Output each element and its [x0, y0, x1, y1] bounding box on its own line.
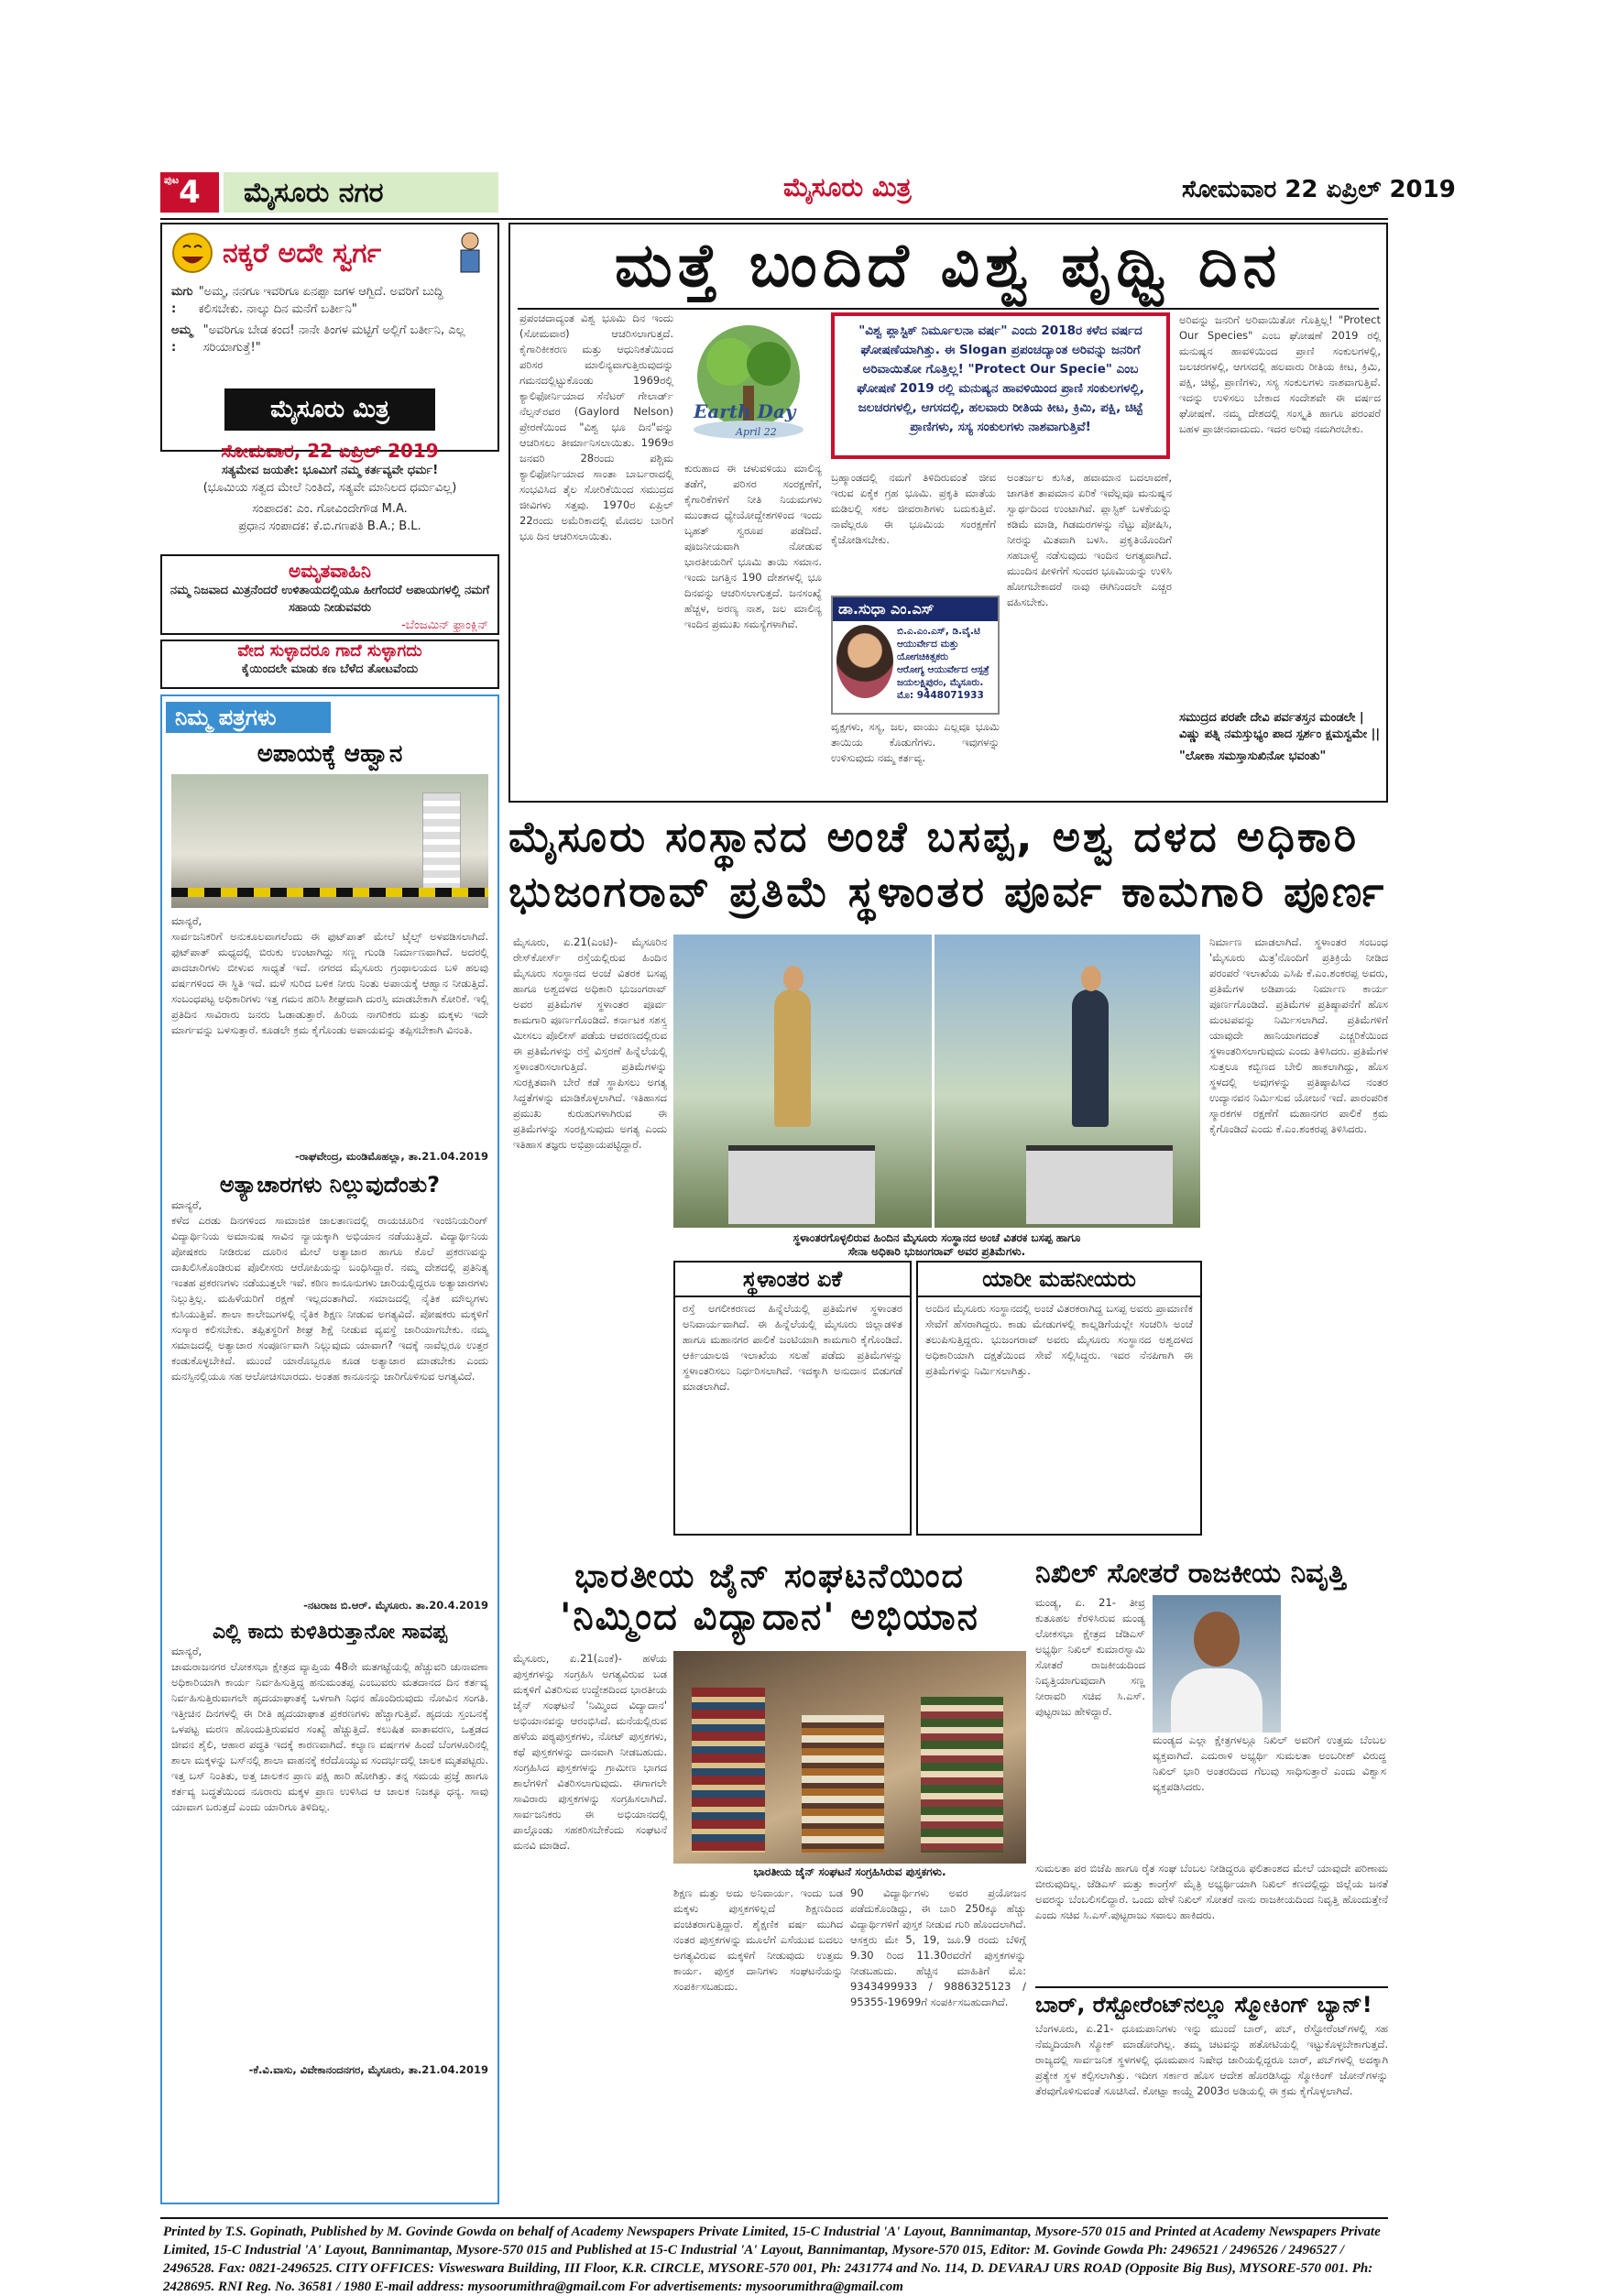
- veda-title: ವೇದ ಸುಳ್ಳಾದರೂ ಗಾದೆ ಸುಳ್ಳಾಗದು: [237, 641, 422, 661]
- statue-col1: ಮೈಸೂರು, ಏ.21(ಎಂಟಿ)- ಮೈಸೂರಿನ ರೇಸ್‌ಕೋರ್ಸ್ ರಸ್ತೆಯಲ್ಲಿರುವ ಹಿಂದಿನ ಮೈಸೂರು ಸಂಸ್ಥಾನದ ಅಂಚೆ ವಿತರಕ ಬಸಪ್ಪ ಹಾಗೂ ಅಶ್ವದಳದ ಅಧಿಕಾರಿ ಭುಜಂಗರಾವ್ ಅವರ ಪ್ರತಿಮೆಗಳ ಸ್ಥಳಾಂತರ ಪೂರ್ವ ಕಾಮಗಾರಿ ಪೂರ್ಣಗೊಂಡಿದೆ. ಕರ್ನಾಟಕ ಸಶಸ್ತ್ರ ಮೀಸಲು ಪೊಲೀಸ್ ಪಡೆಯ ಆವರಣದಲ್ಲಿರುವ ಈ ಪ್ರತಿಮೆಗಳನ್ನು ರಸ್ತೆ ವಿಸ್ತರಣೆ ಹಿನ್ನೆಲೆಯಲ್ಲಿ ಸ್ಥಳಾಂತರಿಸಲಾಗುತ್ತಿದೆ. ಪ್ರತಿಮೆಗಳನ್ನು ಸುರಕ್ಷಿತವಾಗಿ ಬೇರೆ ಕಡೆ ಸ್ಥಾಪಿಸಲು ಅಗತ್ಯ ಸಿದ್ಧತೆಗಳನ್ನು ಮಾಡಿಕೊಳ್ಳಲಾಗಿದೆ. ಇತಿಹಾಸದ ಪ್ರಮುಖ ಕುರುಹುಗಳಾಗಿರುವ ಈ ಪ್ರತಿಮೆಗಳನ್ನು ಸಂರಕ್ಷಿಸುವುದು ಅಗತ್ಯ ಎಂದು ಇತಿಹಾಸ ತಜ್ಞರು ಅಭಿಪ್ರಾಯಪಟ್ಟಿದ್ದಾರೆ.: [513, 935, 667, 1151]
- earth-day-col5: ಅರಿವನ್ನು ಜನರಿಗೆ ಅರಿವಾಯಿತೋ ಗೊತ್ತಿಲ್ಲ! "Protect Our Species" ಎಂಬ ಘೋಷಣೆ 2019 ರಲ್ಲಿ ಮನುಷ್ಯನ ಹಾವಳಿಯಿಂದ ಪ್ರಾಣಿ ಸಂಕುಲಗಳಲ್ಲಿ, ಜಲಚರಗಳಲ್ಲಿ, ಆಗಸದಲ್ಲಿ ಹಲವಾರು ರೀತಿಯ ಕೀಟ, ಕ್ರಿಮಿ, ಪಕ್ಷಿ, ಚಿಟ್ಟೆ, ಪ್ರಾಣಿಗಳು, ಸಸ್ಯ ಸಂಕುಲಗಳು ನಾಶವಾಗುತ್ತಿವೆ. ಇದನ್ನು ಉಳಿಸಲು ಬೇಕಾದ ಸಂದೇಶವೇ ಈ ವರ್ಷದ ಘೋಷಣೆ. ನಮ್ಮ ದೇಶದಲ್ಲಿ ಸಂಸ್ಕೃತಿ ಹಾಗೂ ಪರಂಪರೆ ಬಹಳ ಪ್ರಾಚೀನವಾದುದು. ಇದರ ಅರಿವು ನಮಗಿರಬೇಕು.: [1179, 313, 1381, 435]
- masthead: ಮೈಸೂರು ಮಿತ್ರ: [783, 172, 912, 202]
- why-relocate-body: ರಸ್ತೆ ಅಗಲೀಕರಣದ ಹಿನ್ನೆಲೆಯಲ್ಲಿ ಪ್ರತಿಮೆಗಳ ಸ್ಥಳಾಂತರ ಅನಿವಾರ್ಯವಾಗಿದೆ. ಈ ಹಿನ್ನೆಲೆಯಲ್ಲಿ ಮೈಸೂರು ಜಿಲ್ಲಾಡಳಿತ ಹಾಗೂ ಮಹಾನಗರ ಪಾಲಿಕೆ ಜಂಟಿಯಾಗಿ ಕಾಮಗಾರಿ ಕೈಗೊಂಡಿದೆ. ಆರ್ಕಿಯಾಲಜಿ ಇಲಾಖೆಯ ಸಲಹೆ ಪಡೆದು ಪ್ರತಿಮೆಗಳನ್ನು ಸ್ಥಳಾಂತರಿಸಲು ನಿರ್ಧರಿಸಲಾಗಿದೆ. ಇದಕ್ಕಾಗಿ ಅನುದಾನ ಬಿಡುಗಡೆ ಮಾಡಲಾಗಿದೆ.: [683, 1302, 902, 1393]
- footer-rule: [160, 2217, 1388, 2219]
- author-name: ಡಾ.ಸುಧಾ ಎಂ.ಎಸ್: [833, 597, 998, 621]
- amruta-text: ನಮ್ಮ ನಿಜವಾದ ಮಿತ್ರನೆಂದರೆ ಉಳಿತಾಯದಲ್ಲಿಯೂ ಹೀಗೆಂದರೆ ಅಪಾಯಗಳಲ್ಲಿ ನಮಗೆ ಸಹಾಯ ನೀಡುವವರು: [169, 584, 490, 615]
- nikhil-col3: ಸುಮಲತಾ ಪರ ಬಿಜೆಪಿ ಹಾಗೂ ರೈತ ಸಂಘ ಬೆಂಬಲ ನೀಡಿದ್ದರೂ ಫಲಿತಾಂಶದ ಮೇಲೆ ಯಾವುದೇ ಪರಿಣಾಮ ಬೀರುವುದಿಲ್ಲ. ಜೆಡಿಎಸ್ ಮತ್ತು ಕಾಂಗ್ರೆಸ್ ಮೈತ್ರಿ ಅಭ್ಯರ್ಥಿಯಾಗಿ ನಿಖಿಲ್ ಕಣದಲ್ಲಿದ್ದು ಜಿಲ್ಲೆಯ ಜನತೆ ಅವರನ್ನು ಬೆಂಬಲಿಸಲಿದ್ದಾರೆ. ಒಂದು ವೇಳೆ ನಿಖಿಲ್ ಸೋತರೆ ನಾನು ರಾಜಕೀಯದಿಂದ ನಿವೃತ್ತಿ ಹೊಂದುತ್ತೇನೆ ಎಂದು ಸಚಿವ ಸಿ.ಎಸ್.ಪುಟ್ಟರಾಜು ಸವಾಲು ಹಾಕಿದರು.: [1035, 1862, 1388, 1921]
- books-caption: ಭಾರತೀಯ ಜೈನ್ ಸಂಘಟನೆ ಸಂಗ್ರಹಿಸಿರುವ ಪುಸ್ತಕಗಳು.: [753, 1865, 946, 1878]
- letters-column: [160, 694, 499, 2204]
- nikhil-headline: ನಿಖಿಲ್ ಸೋತರೆ ರಾಜಕೀಯ ನಿವೃತ್ತಿ: [1035, 1558, 1346, 1590]
- header-rule: [160, 218, 1388, 220]
- letter3-title: ಎಲ್ಲಿ ಕಾದು ಕುಳಿತಿರುತ್ತಾನೋ ಸಾವಪ್ಪ: [213, 1621, 447, 1644]
- editor-line: ಸಂಪಾದಕ: ಎಂ. ಗೋವಿಂದೇಗೌಡ M.A.: [252, 502, 408, 516]
- who-are-they-title: ಯಾರೀ ಮಹನೀಯರು: [918, 1263, 1200, 1297]
- issue-date: ಸೋಮವಾರ 22 ಏಪ್ರಿಲ್ 2019: [1182, 176, 1456, 203]
- letter3-body: ಚಾಮರಾಜನಗರ ಲೋಕಸಭಾ ಕ್ಷೇತ್ರದ ವ್ಯಾಪ್ತಿಯ 48ನೇ ಮತಗಟ್ಟೆಯಲ್ಲಿ ಹೆಚ್ಚುವರಿ ಚುನಾವಣಾ ಅಧಿಕಾರಿಯಾಗಿ ಕಾರ್ಯ ನಿರ್ವಹಿಸುತ್ತಿದ್ದ ಹನುಮಂತಪ್ಪ ಎಂಬುವರು ಮತದಾನದ ದಿನ ಕರ್ತವ್ಯ ನಿರ್ವಹಿಸುತ್ತಿರುವಾಗಲೇ ಹೃದಯಾಘಾತಕ್ಕೆ ಒಳಗಾಗಿ ನಿಧನ ಹೊಂದಿರುವುದು ನೋವಿನ ಸಂಗತಿ. ಇತ್ತೀಚಿನ ದಿನಗಳಲ್ಲಿ ಈ ರೀತಿ ಹೃದಯಾಘಾತ ಪ್ರಕರಣಗಳು ಹೆಚ್ಚಾಗುತ್ತಿವೆ. ಹೃದಯ ಸ್ತಂಬನಕ್ಕೆ ಒಳಪಟ್ಟ ಮರಣ ಹೊಂದುತ್ತಿರುವವರ ಸಂಖ್ಯೆ ಹೆಚ್ಚುತ್ತಿದೆ. ಕಲುಷಿತ ವಾತಾವರಣ, ಒತ್ತಡದ ಜೀವನ ಶೈಲಿ, ಆಹಾರ ಪದ್ಧತಿ ಇದಕ್ಕೆ ಕಾರಣವಾಗಿದೆ. ಕಲ್ಯಾಣ ವರ್ಷಗಳ ಹಿಂದೆ ಬೆಂಗಳೂರಿನಲ್ಲಿ ಶಾಲಾ ಮಕ್ಕಳನ್ನು ಬಸ್‌ನಲ್ಲಿ ಶಾಲಾ ವಾಹನಕ್ಕೆ ಕರೆದೊಯ್ಯುವ ಸಂದರ್ಭದಲ್ಲಿ ಚಾಲಕ ಮೃತಪಟ್ಟರು. ಇತ್ತ ಬಸ್ ನಿಂತಿತು, ಅತ್ತ ಚಾಲಕನ ಪ್ರಾಣ ಪಕ್ಷಿ ಹಾರಿ ಹೋಗಿತ್ತು. ತನ್ನ ಸಮಯ ಪ್ರಜ್ಞೆ ಹಾಗೂ ಕರ್ತವ್ಯ ಬದ್ಧತೆಯಿಂದ ನೂರಾರು ಮಕ್ಕಳ ಪ್ರಾಣ ಉಳಿಸಿದ ಆ ಚಾಲಕ ನಿಜಕ್ಕೂ ಧನ್ಯ. ಸಾವು ಯಾವಾಗ ಬರುತ್ತದೆ ಎಂದು ಯಾರಿಗೂ ತಿಳಿದಿಲ್ಲ.: [171, 1660, 488, 1813]
- statue-caption-1: ಸ್ಥಳಾಂತರಗೊಳ್ಳಲಿರುವ ಹಿಂದಿನ ಮೈಸೂರು ಸಂಸ್ಥಾನದ ಅಂಚೆ ವಿತರಕ ಬಸಪ್ಪ ಹಾಗೂ: [793, 1231, 1081, 1244]
- statue-headline-2: ಭುಜಂಗರಾವ್ ಪ್ರತಿಮೆ ಸ್ಥಳಾಂತರ ಪೂರ್ವ ಕಾಮಗಾರಿ ಪೂರ್ಣ: [508, 867, 1387, 916]
- jain-headline: [508, 1558, 1031, 1638]
- logo-sub: April 22: [736, 426, 777, 438]
- letter1-sign: -ರಾಘವೇಂದ್ರ, ಮಂಡಿಮೊಹಲ್ಲಾ, ತಾ.21.04.2019: [294, 1150, 488, 1163]
- logo-text: Earth Day: [694, 400, 796, 422]
- statue-photo-2: [935, 935, 1200, 1228]
- page-label: ಪುಟ: [164, 174, 180, 186]
- sloka-block: [1179, 710, 1381, 765]
- footer-imprint: Printed by T.S. Gopinath, Published by M. Govinde Gowda on behalf of Academy Newspapers Private Limited, 15-C Industrial 'A' Layout, Bannimantap, Mysore-570 015 and Printed at Academy Newspapers Private Limited, 15-C Industrial 'A' Layout, Bannimantap, Mysore-570 015 and Published at 15-C Industrial 'A' Layout, Bannimantap, Mysore-570 015, Editor: M. Govinde Gowda Ph: 2496521 / 2496526 / 2496527 / 2496528. Fax: 0821-2496525. CITY OFFICES: Visweswara Building, III Floor, K.R. CIRCLE, MYSORE-570 001, Ph: 2431774 and No. 114, D. DEVARAJ URS ROAD (Opposite Big Bus), MYSORE-570 001. Ph: 2428695. RNI Reg. No. 36581 / 1980 E-mail address: mysoorumithra@gmail.com For advertisements: mysoorumithra@gmail.com: [163, 2225, 1381, 2294]
- answer-text: "ಅವರಿಗೂ ಬೇಡ ಕಂದ! ನಾನೇ ತಿಂಗಳ ಮಟ್ಟಿಗೆ ಅಲ್ಲಿಗೆ ಬರ್ತೀನಿ, ಎಲ್ಲ ಸರಿಯಾಗುತ್ತೆ!": [202, 323, 465, 355]
- letter1-title: ಅಪಾಯಕ್ಕೆ ಆಹ್ವಾನ: [257, 740, 403, 768]
- amrutavahini-box: [160, 554, 499, 635]
- author-phone: ಮೊ: 9448071933: [897, 690, 984, 701]
- bar-body: ಬೆಂಗಳೂರು, ಏ.21- ಧೂಮಪಾನಿಗಳು ಇನ್ನು ಮುಂದೆ ಬಾರ್, ಪಬ್, ರೆಸ್ಟೋರೆಂಟ್‌ಗಳಲ್ಲಿ ಸಹ ನೆಮ್ಮದಿಯಾಗಿ ಸ್ಮೋಕ್ ಮಾಡೋಂಗಿಲ್ಲ. ತಮ್ಮ ಚಟವನ್ನು ಹತೋಟಿಯಲ್ಲಿ ಇಟ್ಟುಕೊಳ್ಳಬೇಕಾಗುತ್ತದೆ. ರಾಜ್ಯದಲ್ಲಿ ಸಾರ್ವಜನಿಕ ಸ್ಥಳಗಳಲ್ಲಿ ಧೂಮಪಾನ ನಿಷೇಧ ಜಾರಿಯಲ್ಲಿದ್ದರೂ ಬಾರ್, ಪಬ್‌ಗಳಲ್ಲಿ ಅದಕ್ಕಾಗಿ ಪ್ರತ್ಯೇಕ ಸ್ಥಳ ಕಲ್ಪಿಸಲಾಗಿತ್ತು. ಇದೀಗ ಸರ್ಕಾರ ಹೊಸ ಆದೇಶ ಹೊರಡಿಸಿದ್ದು ಸ್ಮೋಕಿಂಗ್ ಜೋನ್‌ಗಳನ್ನು ತೆರವುಗೊಳಿಸುವಂತೆ ಸೂಚಿಸಿದೆ. ಕೋಟ್ಪಾ ಕಾಯ್ದೆ 2003ರ ಅಡಿಯಲ್ಲಿ ಈ ಕ್ರಮ ಕೈಗೊಳ್ಳಲಾಗಿದೆ.: [1035, 2022, 1388, 2097]
- bar-article: [1035, 1986, 1388, 2195]
- section-title: ಮೈಸೂರು ನಗರ: [224, 172, 498, 213]
- letter3-sign: -ಕೆ.ವಿ.ವಾಸು, ವಿವೇಕಾನಂದನಗರ, ಮೈಸೂರು, ತಾ.21.04.2019: [248, 2063, 488, 2076]
- jain-headline-1: ಭಾರತೀಯ ಜೈನ್ ಸಂಘಟನೆಯಿಂದ: [574, 1558, 965, 1595]
- laughing-face-icon: [171, 232, 213, 274]
- nakkare-answer: [162, 320, 497, 358]
- sloka-line-1: ಸಮುದ್ರದ ಪರಪೇ ದೇವಿ ಪರ್ವತಸ್ತನ ಮಂಡಲೇ |: [1179, 711, 1364, 725]
- jain-col3: 90 ವಿದ್ಯಾರ್ಥಿಗಳು ಅವರ ಪ್ರಯೋಜನ ಪಡೆದುಕೊಂಡಿದ್ದು, ಈ ಬಾರಿ 250ಕ್ಕೂ ಹೆಚ್ಚು ವಿದ್ಯಾರ್ಥಿಗಳಿಗೆ ಪುಸ್ತಕ ನೀಡುವ ಗುರಿ ಹೊಂದಲಾಗಿದೆ. ಆಸಕ್ತರು ಮೇ 5, 19, ಜೂ.9 ರಂದು ಬೆಳಿಗ್ಗೆ 9.30 ರಿಂದ 11.30ರವರೆಗೆ ಪುಸ್ತಕಗಳನ್ನು ನೀಡಬಹುದು. ಹೆಚ್ಚಿನ ಮಾಹಿತಿಗೆ ಮೊ: 9343499933 / 9886325123 / 95355-19699ಗೆ ಸಂಪರ್ಕಿಸಬಹುದಾಗಿದೆ.: [850, 1886, 1026, 2008]
- earth-day-article: [508, 223, 1388, 803]
- statue-photo-1: [673, 935, 932, 1228]
- masthead-info: [160, 440, 499, 535]
- earth-day-logo: [684, 316, 813, 454]
- nikhil-col1: ಮಂಡ್ಯ, ಏ. 21- ತೀವ್ರ ಕುತೂಹಲ ಕೆರಳಿಸಿರುವ ಮಂಡ್ಯ ಲೋಕಸಭಾ ಕ್ಷೇತ್ರದ ಜೆಡಿಎಸ್ ಅಭ್ಯರ್ಥಿ ನಿಖಿಲ್ ಕುಮಾರಸ್ವಾಮಿ ಸೋತರೆ ರಾಜಕೀಯದಿಂದ ನಿವೃತ್ತಿಯಾಗುವುದಾಗಿ ಸಣ್ಣ ನೀರಾವರಿ ಸಚಿವ ಸಿ.ಎಸ್. ಪುಟ್ಟರಾಜು ಹೇಳಿದ್ದಾರೆ.: [1035, 1596, 1145, 1718]
- statue-caption: [673, 1231, 1200, 1259]
- author-place: ಆರೋಗ್ಯ ಆಯುರ್ವೇದ ಆಸ್ಪತ್ರೆ ಜಯಲಕ್ಷ್ಮಿಪುರಂ, ಮೈಸೂರು.: [897, 664, 989, 688]
- letter1-salute: ಮಾನ್ಯರೆ,: [171, 914, 202, 927]
- author-photo: [836, 625, 893, 698]
- jain-headline-2: 'ನಿಮ್ಮಿಂದ ವಿದ್ಯಾದಾನ' ಅಭಿಯಾನ: [560, 1596, 979, 1638]
- books-photo: [673, 1651, 1026, 1864]
- earth-day-headline: ಮತ್ತೆ ಬಂದಿದೆ ವಿಶ್ವ ಪೃಥ್ವಿ ದಿನ: [614, 230, 1283, 301]
- letter1-body: ಸಾರ್ವಜನಿಕರಿಗೆ ಅನುಕೂಲವಾಗಲೆಂದು ಈ ಫುಟ್‌ಪಾತ್ ಮೇಲೆ ಟೈಲ್ಸ್ ಅಳವಡಿಸಲಾಗಿದೆ. ಫುಟ್‌ಪಾತ್ ಮಧ್ಯದಲ್ಲಿ ಬಿರುಕು ಉಂಟಾಗಿದ್ದು ಸಣ್ಣ ಗುಂಡಿ ನಿರ್ಮಾಣವಾಗಿದೆ. ಅದರಲ್ಲಿ ಪಾದಚಾರಿಗಳು ಬೀಳುವ ಸಾಧ್ಯತೆ ಇದೆ. ನಗರದ ಮೈಸೂರು ಗ್ರಂಥಾಲಯದ ಬಳಿ ಹಲವು ವರ್ಷಗಳಿಂದ ಈ ಸ್ಥಿತಿ ಇದೆ. ಮಳೆ ಸುರಿದ ಬಳಿಕ ನೀರು ನಿಂತು ಅಪಾಯಕ್ಕೆ ಆಹ್ವಾನ ನೀಡುತ್ತಿದೆ. ಸಂಬಂಧಪಟ್ಟ ಅಧಿಕಾರಿಗಳು ಇತ್ತ ಗಮನ ಹರಿಸಿ ಶೀಘ್ರವಾಗಿ ದುರಸ್ತಿ ಮಾಡಬೇಕಾಗಿ ಕೋರಿಕೆ. ಇಲ್ಲಿ ಪ್ರತಿದಿನ ಸಾವಿರಾರು ಜನರು ಓಡಾಡುತ್ತಾರೆ. ಹಿರಿಯ ನಾಗರಿಕರು ಮತ್ತು ಮಕ್ಕಳು ಇದೇ ಮಾರ್ಗವನ್ನು ಬಳಸುತ್ತಾರೆ. ಕೂಡಲೇ ಕ್ರಮ ಕೈಗೊಂಡು ಅಪಾಯವನ್ನು ತಪ್ಪಿಸಬೇಕಾಗಿ ವಿನಂತಿ.: [171, 930, 488, 1036]
- jain-col1: ಮೈಸೂರು, ಏ.21(ಎಂಕೆ)- ಹಳೆಯ ಪುಸ್ತಕಗಳನ್ನು ಸಂಗ್ರಹಿಸಿ ಅಗತ್ಯವಿರುವ ಬಡ ಮಕ್ಕಳಿಗೆ ವಿತರಿಸುವ ಉದ್ದೇಶದಿಂದ ಭಾರತೀಯ ಜೈನ್ ಸಂಘಟನೆ 'ನಿಮ್ಮಿಂದ ವಿದ್ಯಾದಾನ' ಅಭಿಯಾನವನ್ನು ಆರಂಭಿಸಿದೆ. ಮನೆಯಲ್ಲಿರುವ ಹಳೆಯ ಪಠ್ಯಪುಸ್ತಕಗಳು, ನೋಟ್ ಪುಸ್ತಕಗಳು, ಕಥೆ ಪುಸ್ತಕಗಳನ್ನು ದಾನವಾಗಿ ನೀಡಬಹುದು. ಸಂಗ್ರಹಿಸಿದ ಪುಸ್ತಕಗಳನ್ನು ಗ್ರಾಮೀಣ ಭಾಗದ ಶಾಲೆಗಳಿಗೆ ವಿತರಿಸಲಾಗುವುದು. ಈಗಾಗಲೇ ಸಾವಿರಾರು ಪುಸ್ತಕಗಳನ್ನು ಸಂಗ್ರಹಿಸಲಾಗಿದೆ. ಸಾರ್ವಜನಿಕರು ಈ ಅಭಿಯಾನದಲ್ಲಿ ಪಾಲ್ಗೊಂಡು ಸಹಕರಿಸಬೇಕೆಂದು ಸಂಘಟನೆ ಮನವಿ ಮಾಡಿದೆ.: [513, 1652, 667, 1852]
- question-text: "ಅಮ್ಮ, ನನಗೂ ಇವರಿಗೂ ಏನಪ್ಪಾ ಜಗಳ ಆಗ್ಬಿದೆ. ಅವರಿಗೆ ಬುದ್ಧಿ ಕಲಿಸಬೇಕು. ನಾಲ್ಕು ದಿನ ಮನೆಗೆ ಬರ್ತೀನಿ": [198, 285, 443, 316]
- letter2-title: ಅತ್ಯಾಚಾರಗಳು ನಿಲ್ಲುವುದೆಂತು?: [219, 1172, 441, 1197]
- statue-headline: [508, 812, 1388, 918]
- page-number-badge: [160, 172, 219, 213]
- earth-day-col3b: ವೃಕ್ಷಗಳು, ಸಸ್ಯ, ಜಲ, ವಾಯು ಎಲ್ಲವೂ ಭೂಮಿ ತಾಯಿಯ ಕೊಡುಗೆಗಳು. ಇವುಗಳನ್ನು ಉಳಿಸುವುದು ನಮ್ಮ ಕರ್ತವ್ಯ.: [831, 720, 1000, 764]
- statue-headline-1: ಮೈಸೂರು ಸಂಸ್ಥಾನದ ಅಂಚೆ ಬಸಪ್ಪ, ಅಶ್ವ ದಳದ ಅಧಿಕಾರಿ: [508, 812, 1360, 861]
- author-degree: ಬಿ.ಎ.ಎಂ.ಎಸ್, ಡಿ.ವೈ.ಟಿ: [897, 626, 980, 637]
- author-role: ಆಯುರ್ವೇದ ಮತ್ತು ಯೋಗಚಿಕಿತ್ಸಕರು: [897, 639, 959, 662]
- veda-text: ಕೈಯಿಂದಲೇ ಮಾಡು ಕಣ ಬೆಳೆದ ತೋಟವೆಂದು: [241, 662, 419, 676]
- amruta-author: -ಬೆಂಜಮಿನ್ ಫ್ರಾಂಕ್ಲಿನ್: [401, 618, 488, 632]
- letter2-body: ಕಳೆದ ಎರಡು ದಿನಗಳಿಂದ ಸಾಮಾಜಿಕ ಜಾಲತಾಣದಲ್ಲಿ ರಾಯಚೂರಿನ ಇಂಜಿನಿಯರಿಂಗ್ ವಿದ್ಯಾರ್ಥಿನಿಯ ಅಮಾನುಷ ಸಾವಿನ ನ್ಯಾಯಕ್ಕಾಗಿ ಅಭಿಯಾನ ನಡೆಯುತ್ತಿದೆ. ವಿದ್ಯಾರ್ಥಿನಿಯ ಪೋಷಕರು ನೀಡಿರುವ ದೂರಿನ ಮೇಲೆ ಅತ್ಯಾಚಾರ ಹಾಗೂ ಕೊಲೆ ಪ್ರಕರಣವನ್ನು ದಾಖಲಿಸಿಕೊಂಡಿರುವ ಪೊಲೀಸರು ಆರೋಪಿಯನ್ನು ಬಂಧಿಸಿದ್ದಾರೆ. ನಮ್ಮ ದೇಶದಲ್ಲಿ ಪ್ರತಿನಿತ್ಯ ಇಂತಹ ಪ್ರಕರಣಗಳು ನಡೆಯುತ್ತಲೇ ಇವೆ. ಕಠಿಣ ಕಾನೂನುಗಳು ಜಾರಿಯಲ್ಲಿದ್ದರೂ ಅತ್ಯಾಚಾರಗಳು ನಿಲ್ಲುತ್ತಿಲ್ಲ. ಮಹಿಳೆಯರಿಗೆ ರಕ್ಷಣೆ ಇಲ್ಲದಂತಾಗಿದೆ. ಸಮಾಜದಲ್ಲಿ ನೈತಿಕ ಮೌಲ್ಯಗಳು ಕುಸಿಯುತ್ತಿವೆ. ಶಾಲಾ ಕಾಲೇಜುಗಳಲ್ಲಿ ನೈತಿಕ ಶಿಕ್ಷಣ ನೀಡುವ ಅಗತ್ಯವಿದೆ. ಪೋಷಕರು ಮಕ್ಕಳಿಗೆ ಸಂಸ್ಕಾರ ಕಲಿಸಬೇಕು. ತಪ್ಪಿತಸ್ಥರಿಗೆ ಶೀಘ್ರ ಶಿಕ್ಷೆ ನೀಡುವ ವ್ಯವಸ್ಥೆ ಜಾರಿಯಾಗಬೇಕು. ನಮ್ಮ ಸಮಾಜದಲ್ಲಿ ಅತ್ಯಾಚಾರ ಸಂಪೂರ್ಣವಾಗಿ ನಿಲ್ಲುವುದು ಯಾವಾಗ? ಇದಕ್ಕೆ ನಾವೆಲ್ಲರೂ ಉತ್ತರ ಕಂಡುಕೊಳ್ಳಬೇಕಿದೆ. ಮುಂದೆ ಯಾರೊಬ್ಬರೂ ಕೂಡ ಅತ್ಯಾಚಾರ ಮಾಡಬೇಕು ಎಂದು ಮನಸ್ಸಿನಲ್ಲಿಯೂ ಸಹ ಆಲೋಚಿಸಬಾರದು. ಅಂತಹ ಕಾನೂನನ್ನು ಜಾರಿಗೊಳಿಸುವ ಅಗತ್ಯವಿದೆ.: [171, 1214, 488, 1383]
- nakkare-title: ನಕ್ಕರೆ ಅದೇ ಸ್ವರ್ಗ: [223, 236, 382, 269]
- statue-caption-2: ಸೇನಾ ಅಧಿಕಾರಿ ಭುಜಂಗರಾವ್ ಅವರ ಪ್ರತಿಮೆಗಳು.: [847, 1245, 1026, 1258]
- chief-editor-line: ಪ್ರಧಾನ ಸಂಪಾದಕ: ಕೆ.ಬಿ.ಗಣಪತಿ B.A.; B.L.: [238, 519, 421, 533]
- why-relocate-title: ಸ್ಥಳಾಂತರ ಏಕೆ: [675, 1263, 910, 1297]
- motto-1: ಸತ್ಯಮೇವ ಜಯತೇ: ಭೂಮಿಗೆ ನಮ್ಮ ಕರ್ತವ್ಯವೇ ಧರ್ಮ!: [221, 464, 439, 477]
- page-number: 4: [179, 174, 201, 211]
- question-label: ಮಗು :: [171, 285, 193, 316]
- bar-headline: ಬಾರ್, ರೆಸ್ಟೋರೆಂಟ್‌ನಲ್ಲೂ ಸ್ಮೋಕಿಂಗ್ ಬ್ಯಾನ್!: [1035, 1992, 1372, 2017]
- letter3-salute: ಮಾನ್ಯರೆ,: [171, 1645, 202, 1657]
- letters-title: ನಿಮ್ಮ ಪತ್ರಗಳು: [166, 702, 331, 733]
- nikhil-article: [1035, 1558, 1388, 2017]
- veda-box: [160, 640, 499, 689]
- letter2-sign: -ನಟರಾಜ ಬಿ.ಆರ್. ಮೈಸೂರು. ತಾ.20.4.2019: [303, 1599, 488, 1612]
- earth-day-col1: ಪ್ರಪಂಚದಾದ್ಯಂತ ವಿಶ್ವ ಭೂಮಿ ದಿನ ಇಂದು (ಸೋಮವಾರ) ಆಚರಿಸಲಾಗುತ್ತದೆ. ಕೈಗಾರಿಕೀಕರಣ ಮತ್ತು ಆಧುನಿಕತೆಯಿಂದ ಪರಿಸರ ಮಾಲಿನ್ಯವಾಗುತ್ತಿರುವುದನ್ನು ಗಮನದಲ್ಲಿಟ್ಟುಕೊಂಡು 1969ರಲ್ಲಿ ಕ್ಯಾಲಿಫೋರ್ನಿಯಾದ ಸೆನೆಟರ್ ಗೇಲಾರ್ಡ್ ನೆಲ್ಸನ್‌ರವರ (Gaylord Nelson) ಪ್ರೇರಣೆಯಿಂದ "ವಿಶ್ವ ಭೂ ದಿನ"ವನ್ನು ಆಚರಿಸಲು ತೀರ್ಮಾನಿಸಲಾಯಿತು. 1969ರ ಜನವರಿ 28ರಂದು ಪಶ್ಚಿಮ ಕ್ಯಾಲಿಫೋರ್ನಿಯಾದ ಸಾಂತಾ ಬಾರ್ಬರಾದಲ್ಲಿ ಸಂಭವಿಸಿದ ತೈಲ ಸೋರಿಕೆಯಿಂದ ಸಮುದ್ರದ ಜೀವಿಗಳು ಸತ್ತವು. 1970ರ ಏಪ್ರಿಲ್ 22ರಂದು ಅಮೆರಿಕಾದಲ್ಲಿ ಮೊದಲ ಬಾರಿಗೆ ಭೂ ದಿನ ಆಚರಿಸಲಾಯಿತು.: [519, 312, 673, 542]
- statue-col4: ನಿರ್ಮಾಣ ಮಾಡಲಾಗಿದೆ. ಸ್ಥಳಾಂತರ ಸಂಬಂಧ 'ಮೈಸೂರು ಮಿತ್ರ'ನೊಂದಿಗೆ ಪ್ರತಿಕ್ರಿಯೆ ನೀಡಿದ ಪರಂಪರೆ ಇಲಾಖೆಯ ಎಸಿಪಿ ಕೆ.ಎಂ.ಶಂಕರಪ್ಪ ಅವರು, ಪ್ರತಿಮೆಗಳ ಅಡಿಪಾಯ ನಿರ್ಮಾಣ ಕಾರ್ಯ ಪೂರ್ಣಗೊಂಡಿದೆ. ಪ್ರತಿಮೆಗಳ ಪ್ರತಿಷ್ಠಾಪನೆಗೆ ಹೊಸ ಮಂಟಪವನ್ನು ನಿರ್ಮಿಸಲಾಗಿದೆ. ಪ್ರತಿಮೆಗಳಿಗೆ ಯಾವುದೇ ಹಾನಿಯಾಗದಂತೆ ಎಚ್ಚರಿಕೆಯಿಂದ ಸ್ಥಳಾಂತರಿಸಲಾಗುವುದು ಎಂದು ತಿಳಿಸಿದರು. ಪ್ರತಿಮೆಗಳ ಸುತ್ತಲೂ ಕಬ್ಬಿಣದ ಬೇಲಿ ಹಾಕಲಾಗಿದ್ದು, ಹೊಸ ಸ್ಥಳದಲ್ಲಿ ಅವುಗಳನ್ನು ಪ್ರತಿಷ್ಠಾಪಿಸಿದ ನಂತರ ಉದ್ಯಾನವನ ನಿರ್ಮಿಸುವ ಯೋಜನೆ ಇದೆ. ಪಾರಂಪರಿಕ ಸ್ಮಾರಕಗಳ ರಕ್ಷಣೆಗೆ ಮಹಾನಗರ ಪಾಲಿಕೆ ಕ್ರಮ ಕೈಗೊಂಡಿದೆ ಎಂದು ಕೆ.ಎಂ.ಶಂಕರಪ್ಪ ತಿಳಿಸಿದರು.: [1209, 935, 1388, 1135]
- mini-date: ಸೋಮವಾರ, 22 ಏಪ್ರಿಲ್ 2019: [221, 440, 439, 462]
- mini-masthead: ಮೈಸೂರು ಮಿತ್ರ: [224, 388, 435, 431]
- earth-day-quote-box: "ವಿಶ್ವ ಪ್ಲಾಸ್ಟಿಕ್ ನಿರ್ಮೂಲನಾ ವರ್ಷ" ಎಂದು 2018ರ ಕಳೆದ ವರ್ಷದ ಘೋಷಣೆಯಾಗಿತ್ತು. ಈ Slogan ಪ್ರಪಂಚದ್ಯಾಂತ ಅರಿವನ್ನು ಜನರಿಗೆ ಅರಿವಾಯಿತೋ ಗೊತ್ತಿಲ್ಲ! "Protect Our Specie" ಎಂಬ ಘೋಷಣೆ 2019 ರಲ್ಲಿ ಮನುಷ್ಯನ ಹಾವಳಿಯಿಂದ ಪ್ರಾಣಿ ಸಂಕುಲಗಳಲ್ಲಿ, ಜಲಚರಗಳಲ್ಲಿ, ಆಗಸದಲ್ಲಿ, ಹಲವಾರು ರೀತಿಯ ಕೀಟ, ಕ್ರಿಮಿ, ಪಕ್ಷಿ, ಚಿಟ್ಟೆ ಪ್ರಾಣಿಗಳು, ಸಸ್ಯ ಸಂಕುಲಗಳು ನಾಶವಾಗುತ್ತಿವೆ!: [831, 312, 1170, 459]
- why-relocate-box: [673, 1261, 912, 1536]
- jain-col2: ಶಿಕ್ಷಣ ಮತ್ತು ಅದು ಅನಿವಾರ್ಯ. ಇಂದು ಬಡ ಮಕ್ಕಳು ಪುಸ್ತಕಗಳಿಲ್ಲದೆ ಶಿಕ್ಷಣದಿಂದ ವಂಚಿತರಾಗುತ್ತಿದ್ದಾರೆ. ಶೈಕ್ಷಣಿಕ ವರ್ಷ ಮುಗಿದ ನಂತರ ಪುಸ್ತಕಗಳನ್ನು ಮೂಲೆಗೆ ಎಸೆಯುವ ಬದಲು ಅಗತ್ಯವಿರುವ ಮಕ್ಕಳಿಗೆ ನೀಡುವುದು ಉತ್ತಮ ಕಾರ್ಯ. ಪುಸ್ತಕ ದಾನಿಗಳು ಸಂಘಟನೆಯನ್ನು ಸಂಪರ್ಕಿಸಬಹುದು.: [673, 1886, 843, 1993]
- footpath-photo: [171, 774, 488, 908]
- earth-day-col2: ಕುರುಹಾದ ಈ ಚಳುವಳಿಯು ಮಾಲಿನ್ಯ ತಡೆಗೆ, ಪರಿಸರ ಸಂರಕ್ಷಣೆಗೆ, ಕೈಗಾರಿಕೆಗಳಿಗೆ ನೀತಿ ನಿಯಮಗಳು ಮುಂತಾದ ಧ್ಯೇಯೋದ್ದೇಶಗಳಿಂದ ಇಂದು ಬೃಹತ್ ಸ್ವರೂಪ ಪಡೆದಿದೆ. ಪೂಜನೀಯವಾಗಿ ನೋಡುವ ಭಾರತೀಯರಿಗೆ ಭೂಮಿ ತಾಯಿ ಸಮಾನ. ಇಂದು ಜಗತ್ತಿನ 190 ದೇಶಗಳಲ್ಲಿ ಭೂ ದಿನವನ್ನು ಆಚರಿಸಲಾಗುತ್ತದೆ. ಜನಸಂಖ್ಯೆ ಹೆಚ್ಚಳ, ಅರಣ್ಯ ನಾಶ, ಜಲ ಮಾಲಿನ್ಯ ಇಂದಿನ ಪ್ರಮುಖ ಸಮಸ್ಯೆಗಳಾಗಿವೆ.: [684, 462, 822, 630]
- author-card: [831, 596, 1000, 715]
- answer-label: ಅಮ್ಮ :: [171, 323, 192, 355]
- earth-day-col4: ಅಂತರ್ಜಲ ಕುಸಿತ, ಹವಾಮಾನ ಬದಲಾವಣೆ, ಜಾಗತಿಕ ತಾಪಮಾನ ಏರಿಕೆ ಇವೆಲ್ಲವೂ ಮನುಷ್ಯನ ಸ್ವಾರ್ಥದಿಂದ ಉಂಟಾಗಿವೆ. ಪ್ಲಾಸ್ಟಿಕ್ ಬಳಕೆಯನ್ನು ಕಡಿಮೆ ಮಾಡಿ, ಗಿಡಮರಗಳನ್ನು ನೆಟ್ಟು ಪೋಷಿಸಿ, ನೀರನ್ನು ಮಿತವಾಗಿ ಬಳಸಿ. ಪ್ರಕೃತಿಯೊಂದಿಗೆ ಸಹಬಾಳ್ವೆ ನಡೆಸುವುದು ಇಂದಿನ ಅಗತ್ಯವಾಗಿದೆ. ಮುಂದಿನ ಪೀಳಿಗೆಗೆ ಸುಂದರ ಭೂಮಿಯನ್ನು ಉಳಿಸಿ ಹೋಗಬೇಕಾದರೆ ನಾವು ಈಗಿನಿಂದಲೇ ಎಚ್ಚರ ವಹಿಸಬೇಕು.: [1007, 471, 1172, 608]
- letter2-salute: ಮಾನ್ಯರೆ,: [171, 1198, 202, 1211]
- earth-day-col3a: ಬ್ರಹ್ಮಾಂಡದಲ್ಲಿ ನಮಗೆ ತಿಳಿದಿರುವಂತೆ ಜೀವ ಇರುವ ಏಕೈಕ ಗ್ರಹ ಭೂಮಿ. ಪ್ರಕೃತಿ ಮಾತೆಯ ಮಡಿಲಲ್ಲಿ ಸಕಲ ಜೀವರಾಶಿಗಳು ಬದುಕುತ್ತಿವೆ. ನಾವೆಲ್ಲರೂ ಈ ಭೂಮಿಯ ಸಂರಕ್ಷಣೆಗೆ ಕೈಜೋಡಿಸಬೇಕು.: [831, 471, 996, 546]
- amruta-title: ಅಮೃತವಾಹಿನಿ: [289, 560, 371, 582]
- who-are-they-box: [916, 1261, 1202, 1536]
- sloka-line-2: ವಿಷ್ಣು ಪತ್ನಿ ನಮಸ್ತುಭ್ಯಂ ಪಾದ ಸ್ಪರ್ಶಂ ಕ್ಷಮಸ್ವಮೇ ||: [1179, 727, 1381, 741]
- motto-2: (ಭೂಮಿಯ ಸತ್ವದ ಮೇಲೆ ನಿಂತಿದೆ, ಸತ್ಯವೇ ಮಾನಿಲದ ಧರ್ಮವಿಲ್ಲ): [202, 481, 457, 495]
- nikhil-col2: ಮಂಡ್ಯದ ಎಲ್ಲಾ ಕ್ಷೇತ್ರಗಳಲ್ಲೂ ನಿಖಿಲ್ ಅವರಿಗೆ ಉತ್ತಮ ಬೆಂಬಲ ವ್ಯಕ್ತವಾಗಿದೆ. ಎದುರಾಳಿ ಅಭ್ಯರ್ಥಿ ಸುಮಲತಾ ಅಂಬರೀಶ್ ವಿರುದ್ಧ ನಿಖಿಲ್ ಭಾರಿ ಅಂತರದಿಂದ ಗೆಲುವು ಸಾಧಿಸುತ್ತಾರೆ ಎಂದು ವಿಶ್ವಾಸ ವ್ಯಕ್ತಪಡಿಸಿದರು.: [1153, 1733, 1386, 1793]
- puttaraju-photo: [1153, 1595, 1281, 1733]
- nakkare-question: [162, 281, 497, 320]
- cartoon-figure-icon: [452, 230, 488, 276]
- sloka-end: "ಲೋಕಾ ಸಮಸ್ತಾಸುಖಿನೋ ಭವಂತು": [1179, 749, 1327, 763]
- who-are-they-body: ಅಂದಿನ ಮೈಸೂರು ಸಂಸ್ಥಾನದಲ್ಲಿ ಅಂಚೆ ವಿತರಕರಾಗಿದ್ದ ಬಸಪ್ಪ ಅವರು ಪ್ರಾಮಾಣಿಕ ಸೇವೆಗೆ ಹೆಸರಾಗಿದ್ದರು. ಕಾಡು ಮೇಡುಗಳಲ್ಲಿ ಕಾಲ್ನಡಿಗೆಯಲ್ಲೇ ಸಂಚರಿಸಿ ಅಂಚೆ ತಲುಪಿಸುತ್ತಿದ್ದರು. ಭುಜಂಗರಾವ್ ಅವರು ಮೈಸೂರು ಸಂಸ್ಥಾನದ ಅಶ್ವದಳದ ಅಧಿಕಾರಿಯಾಗಿ ದಕ್ಷತೆಯಿಂದ ಸೇವೆ ಸಲ್ಲಿಸಿದ್ದರು. ಇವರ ನೆನಪಿಗಾಗಿ ಈ ಪ್ರತಿಮೆಗಳನ್ನು ನಿರ್ಮಿಸಲಾಗಿತ್ತು.: [925, 1302, 1193, 1377]
